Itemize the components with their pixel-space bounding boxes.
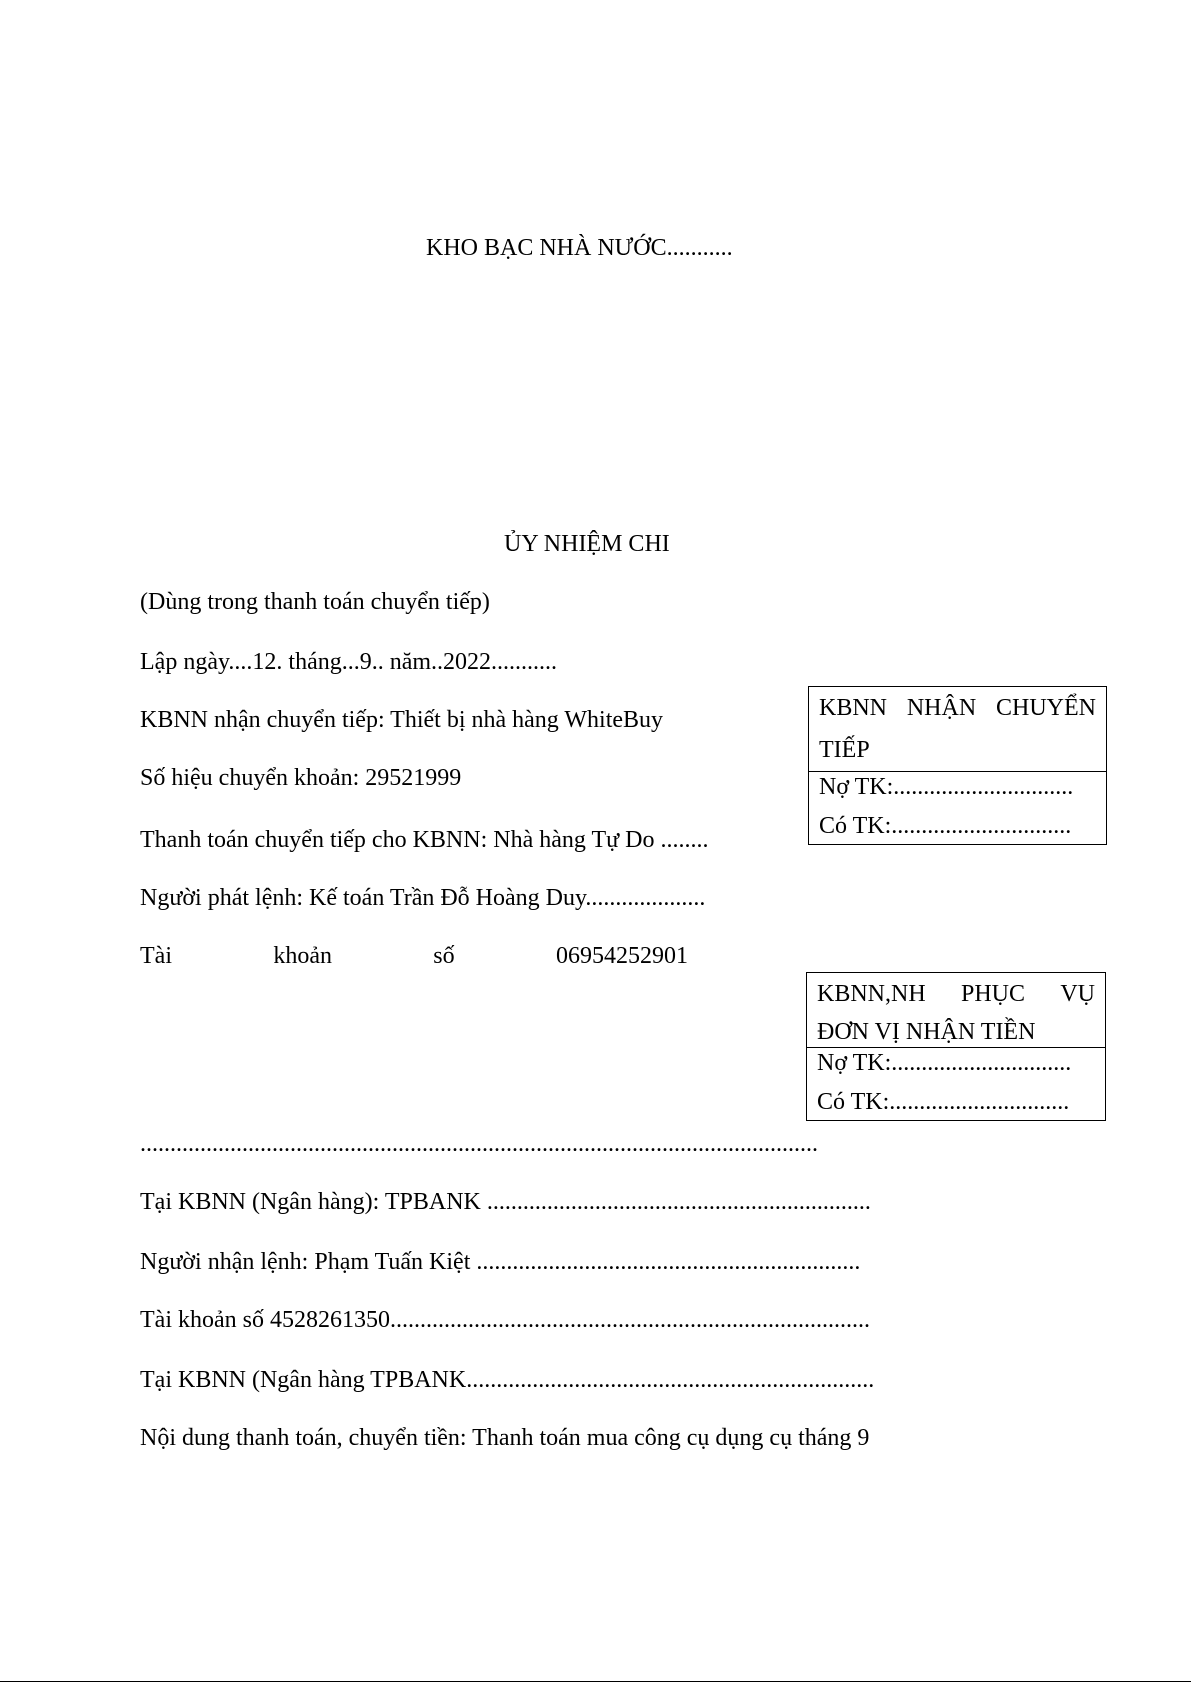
service-title-word-1: KBNN,NH xyxy=(817,981,926,1007)
service-box-title xyxy=(807,973,1105,1048)
issuer-line: Người phát lệnh: Kế toán Trần Đỗ Hoàng Duy.................... xyxy=(140,885,706,911)
dotted-line: ................................................................................................................. xyxy=(140,1131,818,1157)
date-line: Lập ngày....12. tháng...9.. năm..2022........... xyxy=(140,649,558,675)
document-subtitle: (Dùng trong thanh toán chuyển tiếp) xyxy=(140,589,490,615)
service-credit-account: Có TK:.............................. xyxy=(817,1089,1070,1115)
receiver-account-line: Tài khoản số 4528261350................................................................................ xyxy=(140,1307,870,1333)
account-word-3: số xyxy=(433,943,455,969)
forward-title-word-2: NHẬN xyxy=(906,695,977,721)
forward-debit-account: Nợ TK:.............................. xyxy=(819,774,1074,800)
pay-to-kbnn-line: Thanh toán chuyển tiếp cho KBNN: Nhà hàng Tự Do ........ xyxy=(140,827,709,853)
service-title-word-3: VỤ xyxy=(1060,981,1095,1007)
forward-title-word-1: KBNN xyxy=(819,695,888,721)
bank-line-1: Tại KBNN (Ngân hàng): TPBANK ................................................................ xyxy=(140,1189,871,1215)
account-word-2: khoản xyxy=(273,943,332,969)
receiving-kbnn-line: KBNN nhận chuyển tiếp: Thiết bị nhà hàng WhiteBuy xyxy=(140,707,664,733)
forward-title-line-2: TIẾP xyxy=(819,737,870,763)
page-bottom-rule xyxy=(0,1681,1191,1682)
forward-credit-account: Có TK:.............................. xyxy=(819,813,1072,839)
service-box-accounts xyxy=(807,1048,1105,1120)
service-accounts-box xyxy=(806,972,1106,1121)
account-number: 06954252901 xyxy=(555,943,688,969)
service-title-line-2: ĐƠN VỊ NHẬN TIỀN xyxy=(817,1019,1036,1045)
account-number-line xyxy=(140,942,688,970)
payment-content-line: Nội dung thanh toán, chuyển tiền: Thanh toán mua công cụ dụng cụ tháng 9 xyxy=(140,1425,870,1451)
forward-title-word-3: CHUYỂN xyxy=(996,695,1096,721)
bank-line-2: Tại KBNN (Ngân hàng TPBANK.................................................................... xyxy=(140,1367,875,1393)
receiver-line: Người nhận lệnh: Phạm Tuấn Kiệt ................................................................ xyxy=(140,1249,861,1275)
treasury-header: KHO BẠC NHÀ NƯỚC........... xyxy=(426,235,733,261)
transfer-number-line: Số hiệu chuyển khoản: 29521999 xyxy=(140,765,462,791)
forward-box-accounts xyxy=(809,772,1106,844)
document-title: ỦY NHIỆM CHI xyxy=(504,531,670,557)
account-word-1: Tài xyxy=(140,943,172,969)
forward-accounts-box xyxy=(808,686,1107,845)
service-debit-account: Nợ TK:.............................. xyxy=(817,1050,1072,1076)
service-title-word-2: PHỤC xyxy=(960,981,1026,1007)
forward-box-title xyxy=(809,687,1106,772)
